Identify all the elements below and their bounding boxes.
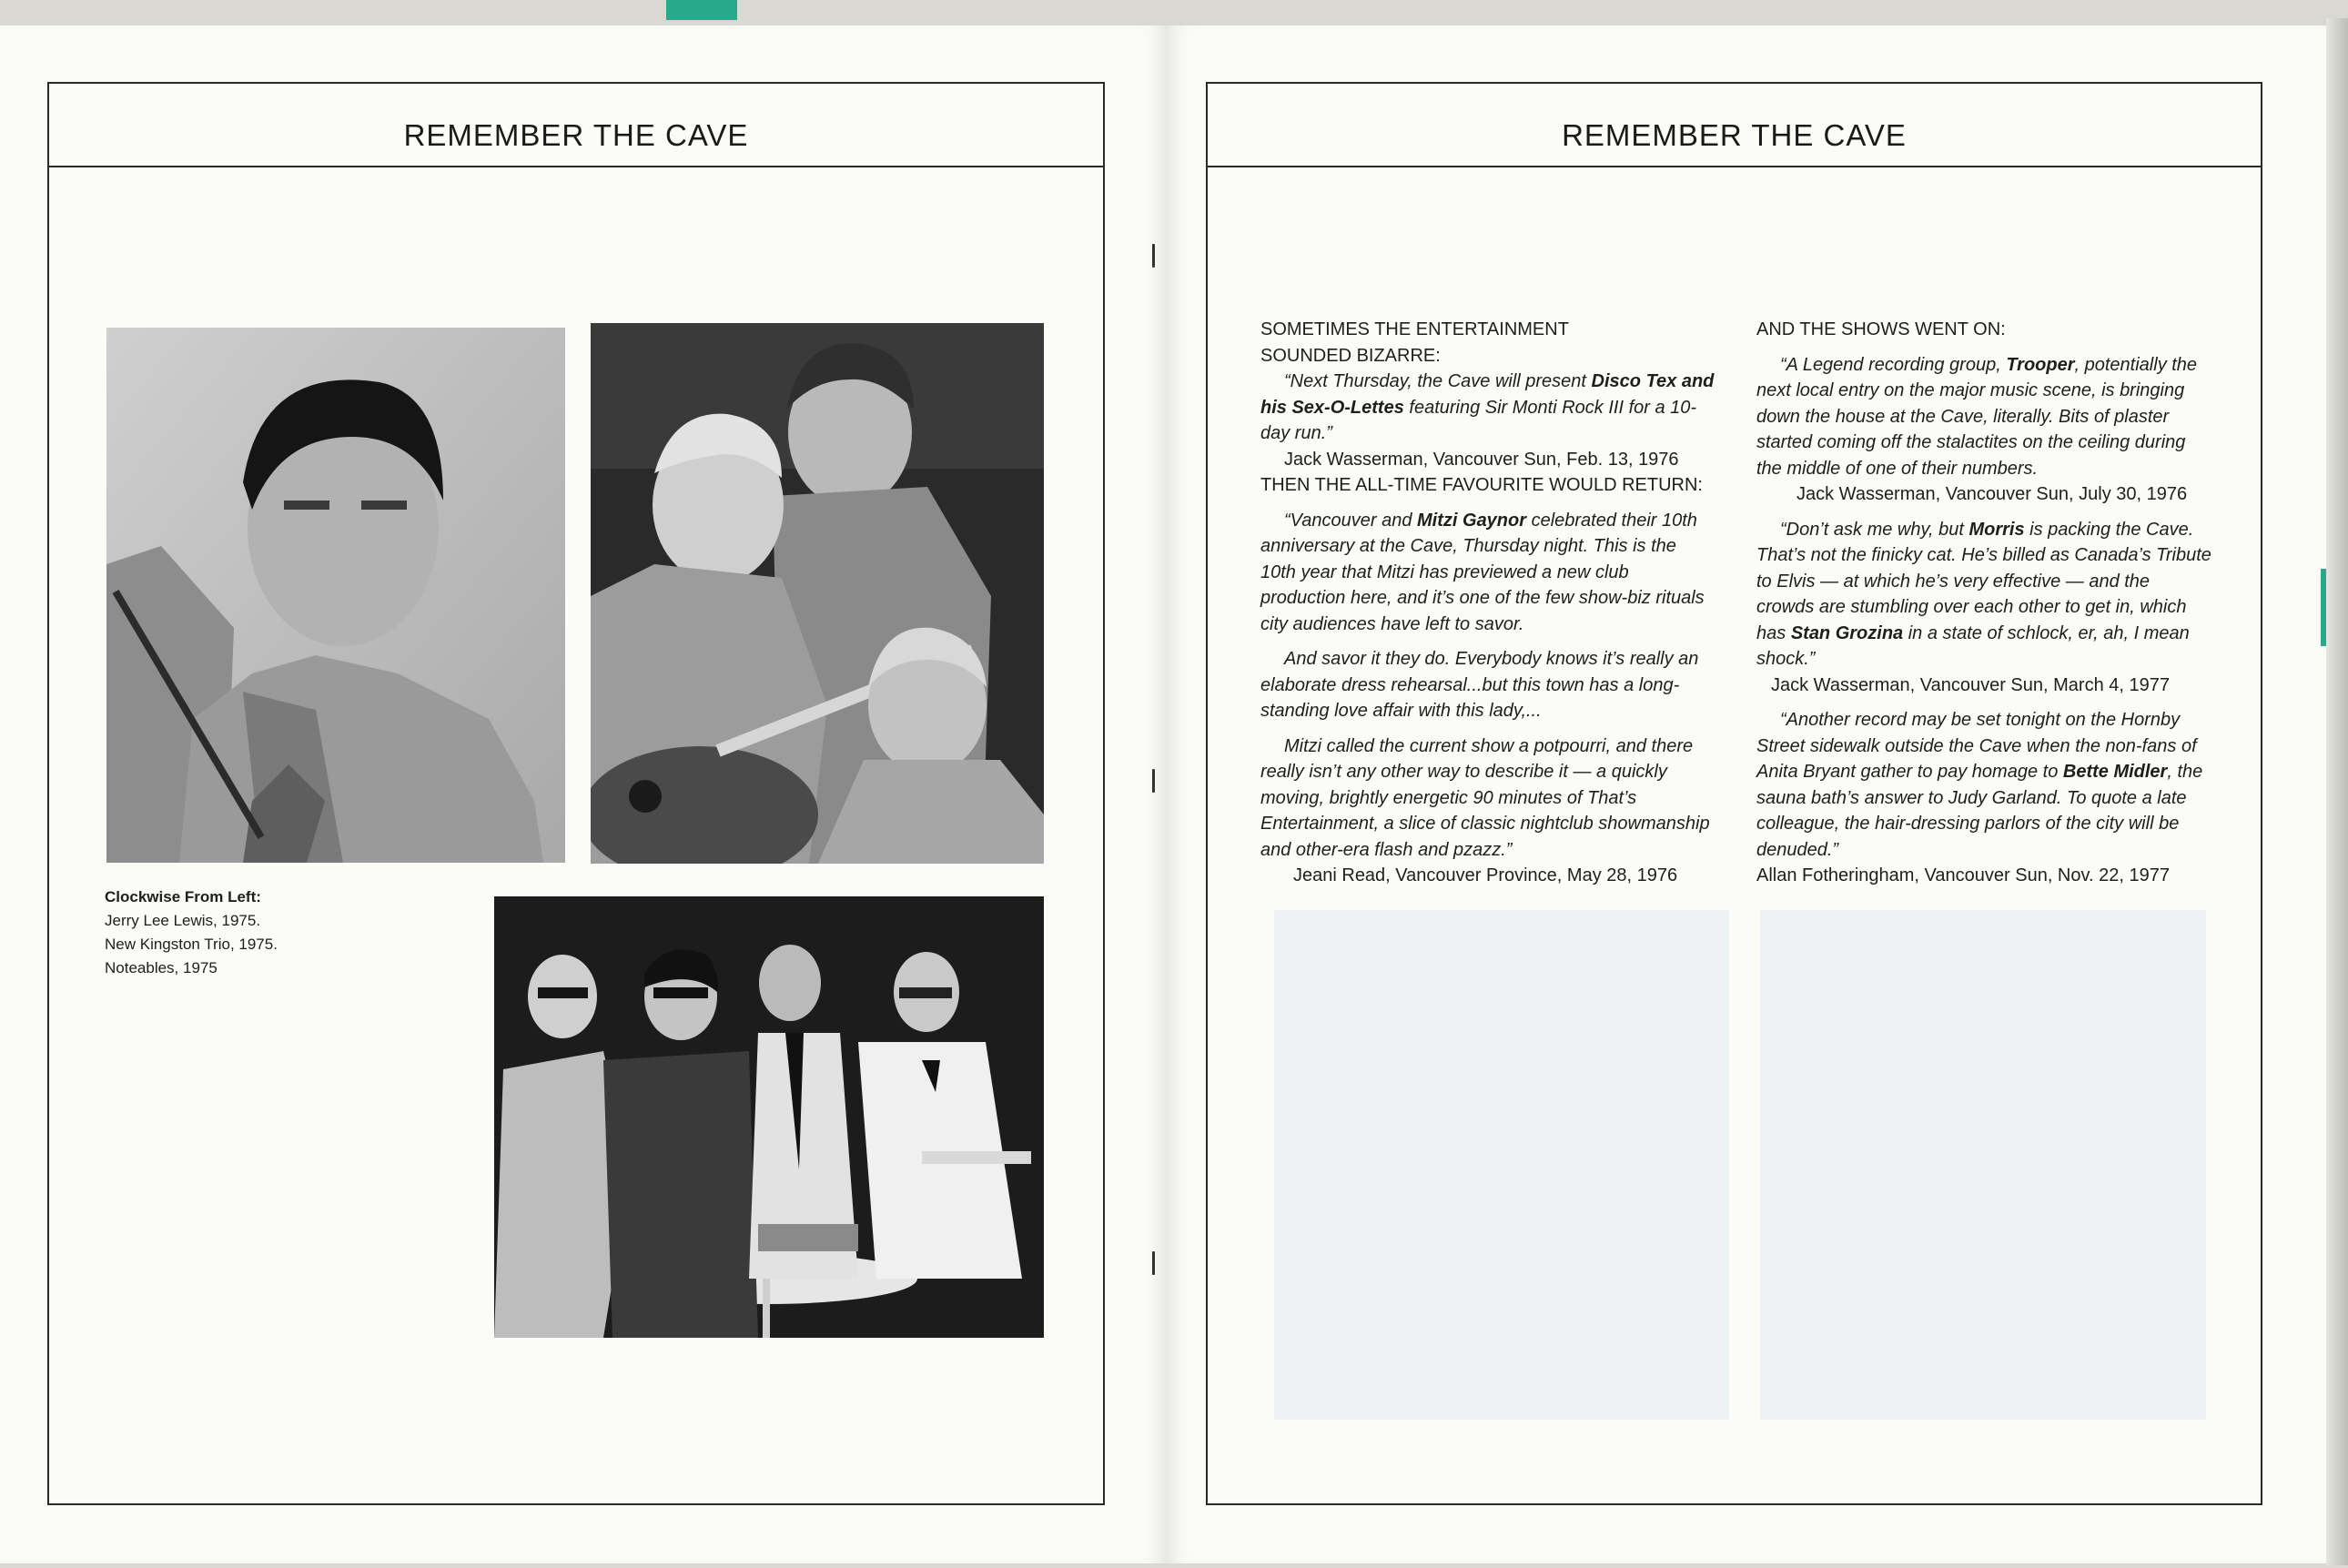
photo-jerry-lee-lewis: [106, 328, 565, 863]
quote-paragraph: Mitzi called the current show a potpourri, and there really isn’t any other way to describe it — a quickly moving, brightly energetic 90 minutes of That’s Entertainment, a slice of classic nightclub showmanship and other-era flash and pzazz.”: [1260, 735, 1710, 860]
binding-staple: [1152, 769, 1155, 793]
bleed-through-photo: [1274, 910, 1729, 1420]
right-page-header: [1208, 84, 2261, 167]
quote-source: Jeani Read, Vancouver Province, May 28, 1976: [1293, 865, 1678, 885]
top-tab: [666, 0, 737, 20]
caption-line: New Kingston Trio, 1975.: [105, 936, 278, 953]
section-heading: SOMETIMES THE ENTERTAINMENT: [1260, 319, 1569, 339]
quote-paragraph: “Vancouver and Mitzi Gaynor celebrated their 10th anniversary at the Cave, Thursday night. This is the 10th year that Mitzi has previewed a new club production here, and it’s one of the few show-biz rituals city audiences have left to savor.: [1260, 510, 1705, 634]
article-column-2: [1756, 317, 2211, 889]
caption-line: Jerry Lee Lewis, 1975.: [105, 912, 261, 929]
left-page-header: [49, 84, 1103, 167]
binding-staple: [1152, 1251, 1155, 1275]
quote-paragraph: “Another record may be set tonight on the Hornby Street sidewalk outside the Cave when the non-fans of Anita Bryant gather to pay homage to Bette Midler, the sauna bath’s answer to Judy Garland. To quote a late colleague, the hair-dressing parlors of the city will be denuded.”: [1756, 710, 2203, 860]
right-page-title: REMEMBER THE CAVE: [1562, 118, 1907, 152]
quote-paragraph: “Next Thursday, the Cave will present Disco Tex and his Sex-O-Lettes featuring Sir Monti Rock III for a 10-day run.”: [1260, 371, 1715, 443]
binding-staple: [1152, 244, 1155, 268]
bleed-through-photo: [1760, 910, 2206, 1420]
section-heading: THEN THE ALL-TIME FAVOURITE WOULD RETURN:: [1260, 475, 1703, 495]
photo-new-kingston-trio: [591, 323, 1044, 864]
caption-title: Clockwise From Left:: [105, 888, 261, 905]
photo-caption: [105, 885, 278, 980]
quote-paragraph: “A Legend recording group, Trooper, potentially the next local entry on the major music scene, is bringing down the house at the Cave, literally. Bits of plaster started coming off the stalactites on the ceiling during the middle of one of their numbers.: [1756, 354, 2198, 479]
article-column-1: [1260, 317, 1715, 889]
section-heading: SOUNDED BIZARRE:: [1260, 345, 1441, 366]
photo-noteables: [494, 896, 1044, 1338]
caption-line: Noteables, 1975: [105, 959, 218, 976]
quote-paragraph: And savor it they do. Everybody knows it’s really an elaborate dress rehearsal...but this town has a long-standing love affair with this lady,...: [1260, 649, 1699, 721]
section-heading: AND THE SHOWS WENT ON:: [1756, 319, 2006, 339]
quote-paragraph: “Don’t ask me why, but Morris is packing the Cave. That’s not the finicky cat. He’s billed as Canada’s Tribute to Elvis — at which he’s very effective — and the crowds are stumbling over each other to get in, which has Stan Grozina in a state of schlock, er, ah, I mean shock.”: [1756, 519, 2211, 669]
left-page-title: REMEMBER THE CAVE: [403, 118, 749, 152]
page-edge: [2326, 18, 2348, 1565]
quote-source: Jack Wasserman, Vancouver Sun, Feb. 13, 1976: [1284, 449, 1679, 470]
quote-source: Jack Wasserman, Vancouver Sun, July 30, 1976: [1796, 484, 2188, 504]
quote-source: Jack Wasserman, Vancouver Sun, March 4, 1977: [1771, 674, 2170, 695]
quote-source: Allan Fotheringham, Vancouver Sun, Nov. 22, 1977: [1756, 865, 2170, 885]
